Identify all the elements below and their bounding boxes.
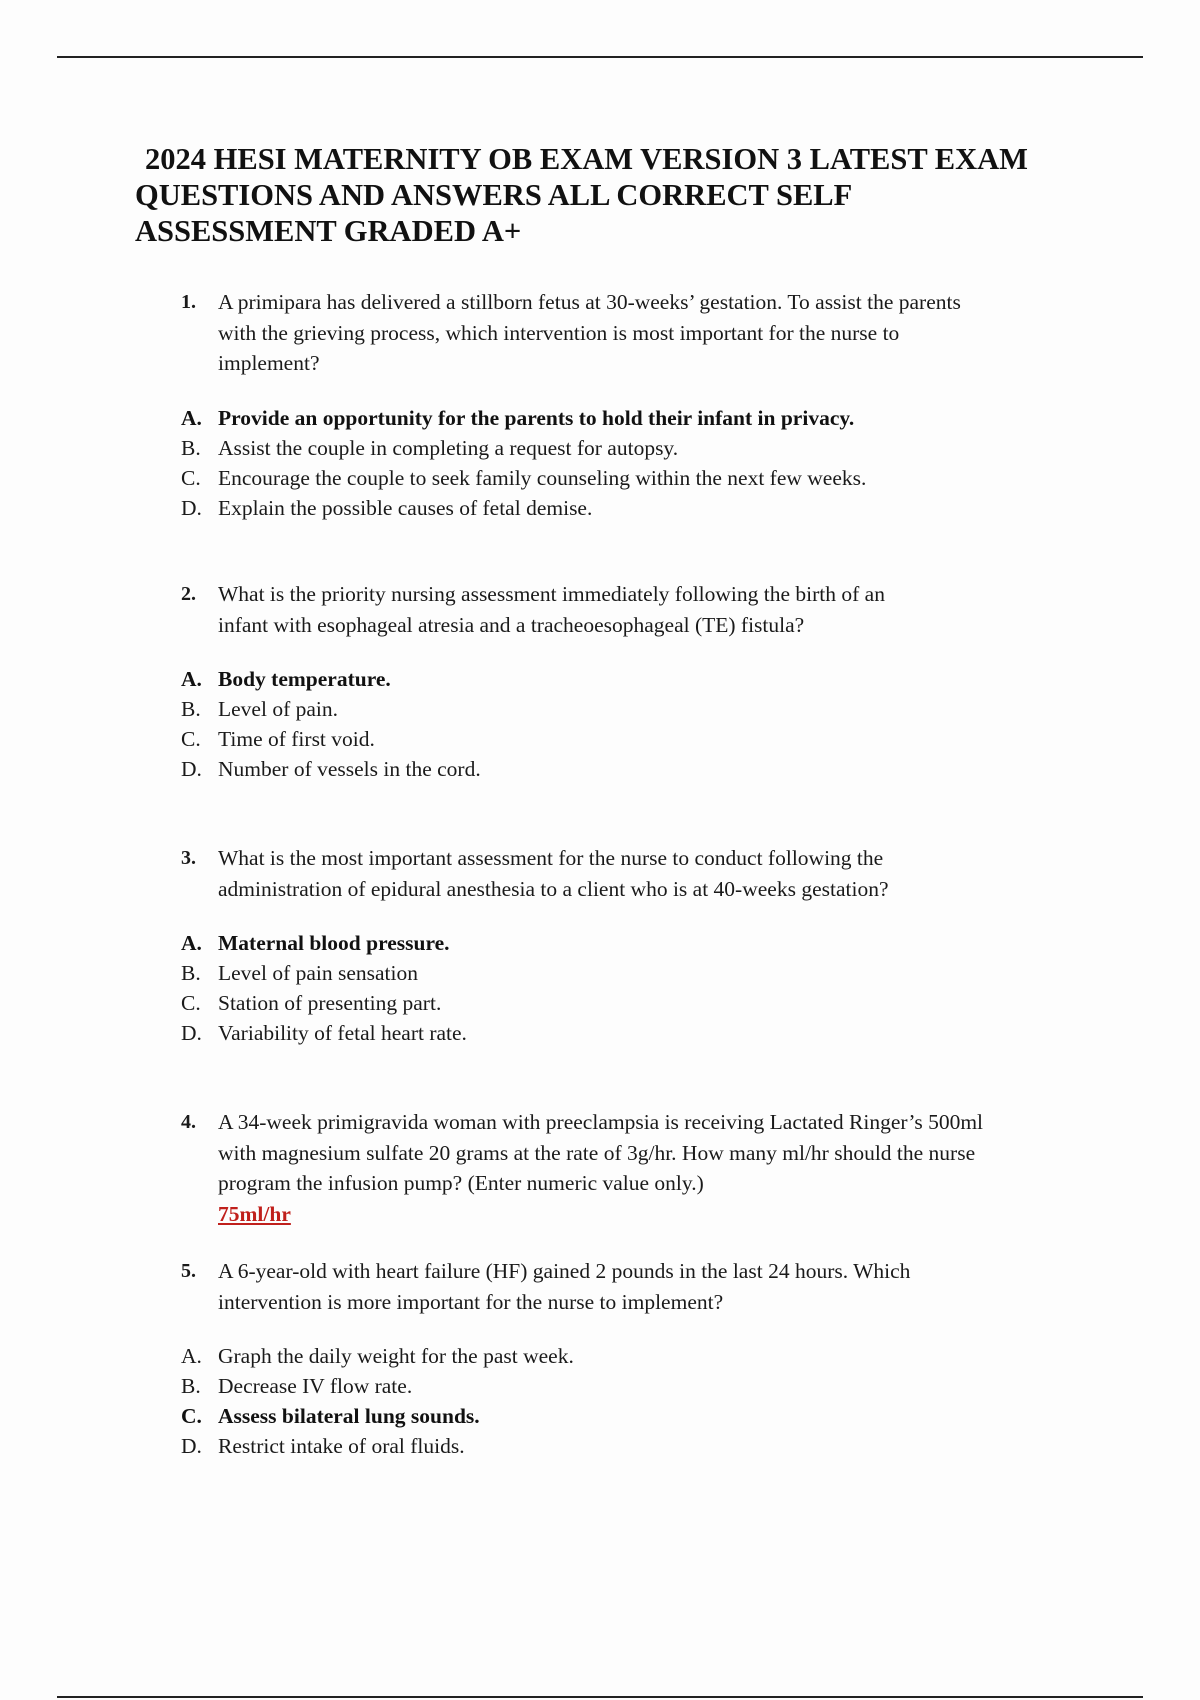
question-text-line: What is the most important assessment for the nurse to conduct following the — [218, 846, 884, 870]
title-line: 2024 HESI MATERNITY OB EXAM VERSION 3 LATEST EXAM — [145, 142, 1028, 176]
option-letter: A. — [181, 405, 202, 430]
option-d — [181, 1431, 1101, 1461]
bottom-rule — [57, 1696, 1143, 1698]
option-b — [181, 958, 1101, 988]
option-letter: D. — [181, 1021, 202, 1045]
title-line: ASSESSMENT GRADED A+ — [135, 214, 522, 248]
question-text — [218, 843, 1101, 904]
question-text-line: intervention is more important for the nurse to implement? — [218, 1289, 724, 1314]
option-a-correct — [181, 928, 1101, 958]
question-text-line: A 6-year-old with heart failure (HF) gained 2 pounds in the last 24 hours. Which — [218, 1259, 911, 1283]
option-letter: A. — [181, 667, 202, 691]
option-letter: C. — [181, 1404, 202, 1428]
question-text-line: with magnesium sulfate 20 grams at the rate of 3g/hr. How many ml/hr should the nurse — [218, 1140, 976, 1165]
option-text: Station of presenting part. — [218, 991, 442, 1015]
question-1 — [181, 287, 1101, 523]
option-a-correct — [181, 403, 1101, 433]
question-text-line: administration of epidural anesthesia to a client who is at 40-weeks gestation? — [218, 876, 889, 901]
question-stem — [181, 1256, 1101, 1317]
option-b — [181, 1371, 1101, 1401]
option-c — [181, 724, 1101, 754]
top-rule — [57, 56, 1143, 58]
option-b — [181, 694, 1101, 724]
question-2 — [181, 579, 1101, 784]
question-text-line: A primipara has delivered a stillborn fetus at 30-weeks’ gestation. To assist the parents — [218, 290, 961, 314]
option-letter: C. — [181, 465, 201, 490]
question-stem — [181, 287, 1101, 379]
question-text — [218, 579, 1101, 640]
question-number: 5. — [181, 1260, 196, 1282]
question-4 — [181, 1107, 1101, 1229]
option-d — [181, 754, 1101, 784]
option-text: Level of pain sensation — [218, 961, 419, 985]
option-letter: A. — [181, 1344, 202, 1368]
question-number: 2. — [181, 583, 196, 605]
option-letter: C. — [181, 727, 201, 751]
option-text: Provide an opportunity for the parents to hold their infant in privacy. — [218, 405, 855, 430]
option-letter: B. — [181, 1374, 201, 1398]
option-c-correct — [181, 1401, 1101, 1431]
option-text: Restrict intake of oral fluids. — [218, 1434, 465, 1458]
option-letter: D. — [181, 757, 202, 781]
option-list — [181, 664, 1101, 784]
option-a — [181, 1341, 1101, 1371]
option-text: Explain the possible causes of fetal demise. — [218, 495, 593, 520]
option-text: Assist the couple in completing a request for autopsy. — [218, 435, 679, 460]
option-letter: D. — [181, 495, 202, 520]
option-letter: A. — [181, 931, 202, 955]
question-text — [218, 1256, 1101, 1317]
option-c — [181, 463, 1101, 493]
option-list — [181, 1341, 1101, 1461]
option-letter: B. — [181, 697, 201, 721]
question-text-line: A 34-week primigravida woman with preeclampsia is receiving Lactated Ringer’s 500ml — [218, 1110, 984, 1134]
numeric-answer: 75ml/hr — [218, 1201, 291, 1226]
option-list — [181, 403, 1101, 523]
question-text-line: with the grieving process, which intervention is most important for the nurse to — [218, 320, 900, 345]
option-c — [181, 988, 1101, 1018]
question-number: 3. — [181, 847, 196, 869]
option-a-correct — [181, 664, 1101, 694]
document-title — [135, 141, 1095, 249]
question-text-line: implement? — [218, 351, 320, 375]
option-letter: C. — [181, 991, 201, 1015]
title-line: QUESTIONS AND ANSWERS ALL CORRECT SELF — [135, 178, 853, 212]
question-5 — [181, 1256, 1101, 1461]
question-stem — [181, 843, 1101, 904]
option-letter: B. — [181, 961, 201, 985]
question-text-line: program the infusion pump? (Enter numeric value only.) — [218, 1171, 704, 1195]
question-3 — [181, 843, 1101, 1048]
option-text: Body temperature. — [218, 667, 391, 691]
option-list — [181, 928, 1101, 1048]
question-number: 4. — [181, 1111, 196, 1133]
option-text: Encourage the couple to seek family counseling within the next few weeks. — [218, 465, 867, 490]
option-text: Graph the daily weight for the past week. — [218, 1344, 574, 1368]
option-text: Level of pain. — [218, 697, 338, 721]
question-stem — [181, 1107, 1101, 1199]
option-text: Maternal blood pressure. — [218, 931, 450, 955]
question-text-line: infant with esophageal atresia and a tracheoesophageal (TE) fistula? — [218, 612, 805, 637]
option-letter: D. — [181, 1434, 202, 1458]
question-number: 1. — [181, 291, 196, 313]
option-text: Time of first void. — [218, 727, 375, 751]
option-d — [181, 493, 1101, 523]
option-text: Assess bilateral lung sounds. — [218, 1404, 480, 1428]
question-text-line: What is the priority nursing assessment immediately following the birth of an — [218, 582, 885, 606]
option-d — [181, 1018, 1101, 1048]
option-text: Decrease IV flow rate. — [218, 1374, 413, 1398]
option-text: Variability of fetal heart rate. — [218, 1021, 467, 1045]
question-stem — [181, 579, 1101, 640]
option-text: Number of vessels in the cord. — [218, 757, 481, 781]
option-letter: B. — [181, 435, 201, 460]
question-text — [218, 1107, 1101, 1199]
question-text — [218, 287, 1101, 379]
option-b — [181, 433, 1101, 463]
